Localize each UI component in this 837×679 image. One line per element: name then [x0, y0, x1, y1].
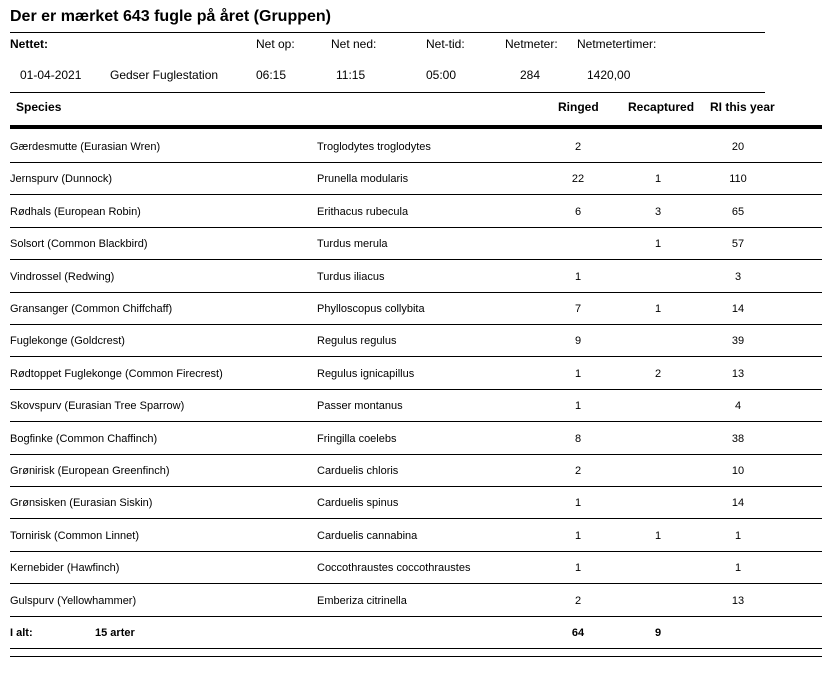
species-header: Species	[16, 100, 62, 114]
row-divider	[10, 162, 822, 163]
species-name: Jernspurv (Dunnock)	[10, 173, 113, 185]
row-divider	[10, 486, 822, 487]
ri-year-count: 4	[734, 400, 742, 412]
species-name: Skovspurv (Eurasian Tree Sparrow)	[10, 400, 185, 412]
latin-name: Carduelis spinus	[317, 497, 399, 509]
ringed-count: 1	[574, 368, 582, 380]
net-divider	[10, 92, 765, 93]
latin-name: Emberiza citrinella	[317, 595, 407, 607]
ringed-count: 1	[574, 497, 582, 509]
netmetertimer-header: Netmetertimer:	[577, 37, 657, 51]
ri-year-count: 13	[731, 595, 745, 607]
net-location: Gedser Fuglestation	[110, 68, 219, 82]
ri-year-count: 65	[731, 206, 745, 218]
recaptured-header: Recaptured	[628, 100, 695, 114]
species-name: Bogfinke (Common Chaffinch)	[10, 433, 158, 445]
species-name: Tornirisk (Common Linnet)	[10, 530, 139, 542]
species-name: Gulspurv (Yellowhammer)	[10, 595, 137, 607]
latin-name: Troglodytes troglodytes	[317, 141, 431, 153]
ri-year-count: 39	[731, 335, 745, 347]
latin-name: Coccothraustes coccothraustes	[317, 562, 471, 574]
row-divider	[10, 518, 822, 519]
latin-name: Erithacus rubecula	[317, 206, 409, 218]
species-name: Kernebider (Hawfinch)	[10, 562, 120, 574]
row-divider	[10, 324, 822, 325]
ri-year-count: 110	[729, 173, 747, 185]
ringed-count: 8	[574, 433, 582, 445]
species-name: Rødhals (European Robin)	[10, 206, 141, 218]
recaptured-count: 1	[654, 303, 662, 315]
bottom-rule	[10, 656, 822, 657]
latin-name: Fringilla coelebs	[317, 433, 397, 445]
species-name: Fuglekonge (Goldcrest)	[10, 335, 125, 347]
ri-year-count: 14	[731, 303, 745, 315]
latin-name: Turdus merula	[317, 238, 388, 250]
title-divider	[10, 32, 765, 33]
net-tid-value: 05:00	[426, 68, 457, 82]
species-name: Solsort (Common Blackbird)	[10, 238, 148, 250]
netmetertimer-value: 1420,00	[587, 68, 631, 82]
species-name: Gransanger (Common Chiffchaff)	[10, 303, 173, 315]
ri-year-count: 20	[731, 141, 745, 153]
row-divider	[10, 421, 822, 422]
latin-name: Prunella modularis	[317, 173, 409, 185]
net-ned-value: 11:15	[336, 68, 366, 82]
ri-year-header: RI this year	[710, 100, 775, 114]
ri-year-count: 1	[734, 530, 742, 542]
ringed-count: 9	[574, 335, 582, 347]
latin-name: Regulus ignicapillus	[317, 368, 415, 380]
netmeter-value: 284	[520, 68, 541, 82]
netmeter-header: Netmeter:	[505, 37, 558, 51]
ringed-header: Ringed	[558, 100, 599, 114]
net-tid-header: Net-tid:	[426, 37, 465, 51]
row-divider	[10, 259, 822, 260]
recaptured-count: 1	[654, 530, 662, 542]
total-divider	[10, 648, 822, 649]
net-date: 01-04-2021	[20, 68, 82, 82]
net-op-header: Net op:	[256, 37, 295, 51]
header-rule	[10, 125, 822, 129]
ringed-count: 2	[574, 595, 582, 607]
ri-year-count: 57	[731, 238, 745, 250]
row-divider	[10, 389, 822, 390]
latin-name: Carduelis chloris	[317, 465, 399, 477]
ri-year-count: 10	[731, 465, 745, 477]
latin-name: Carduelis cannabina	[317, 530, 418, 542]
ringed-count: 1	[574, 530, 582, 542]
row-divider	[10, 227, 822, 228]
recaptured-count: 3	[654, 206, 662, 218]
ringed-count: 2	[574, 141, 582, 153]
latin-name: Turdus iliacus	[317, 271, 385, 283]
recaptured-count: 2	[654, 368, 662, 380]
latin-name: Passer montanus	[317, 400, 403, 412]
ringed-count: 22	[571, 173, 585, 185]
species-name: Grønirisk (European Greenfinch)	[10, 465, 170, 477]
ri-year-count: 1	[734, 562, 742, 574]
species-name: Grønsisken (Eurasian Siskin)	[10, 497, 153, 509]
row-divider	[10, 356, 822, 357]
ri-year-count: 13	[731, 368, 745, 380]
ringed-count: 1	[574, 271, 582, 283]
page-title: Der er mærket 643 fugle på året (Gruppen)	[10, 8, 331, 25]
ri-year-count: 38	[731, 433, 745, 445]
latin-name: Regulus regulus	[317, 335, 397, 347]
latin-name: Phylloscopus collybita	[317, 303, 425, 315]
species-name: Vindrossel (Redwing)	[10, 271, 115, 283]
ringed-count: 6	[574, 206, 582, 218]
total-species-count: 15 arter	[95, 627, 135, 639]
net-label: Nettet:	[10, 37, 48, 51]
net-op-value: 06:15	[256, 68, 287, 82]
ringed-count: 2	[574, 465, 582, 477]
ringed-count: 7	[574, 303, 582, 315]
row-divider	[10, 616, 822, 617]
ri-year-count: 14	[731, 497, 745, 509]
species-name: Rødtoppet Fuglekonge (Common Firecrest)	[10, 368, 223, 380]
ri-year-count: 3	[734, 271, 742, 283]
row-divider	[10, 551, 822, 552]
total-recaptured: 9	[654, 627, 662, 639]
row-divider	[10, 583, 822, 584]
recaptured-count: 1	[654, 238, 662, 250]
total-label: I alt:	[10, 627, 33, 639]
ringed-count: 1	[574, 400, 582, 412]
ringed-count: 1	[574, 562, 582, 574]
species-name: Gærdesmutte (Eurasian Wren)	[10, 141, 161, 153]
total-ringed: 64	[571, 627, 585, 639]
net-ned-header: Net ned:	[331, 37, 377, 51]
row-divider	[10, 454, 822, 455]
recaptured-count: 1	[654, 173, 662, 185]
row-divider	[10, 292, 822, 293]
row-divider	[10, 194, 822, 195]
